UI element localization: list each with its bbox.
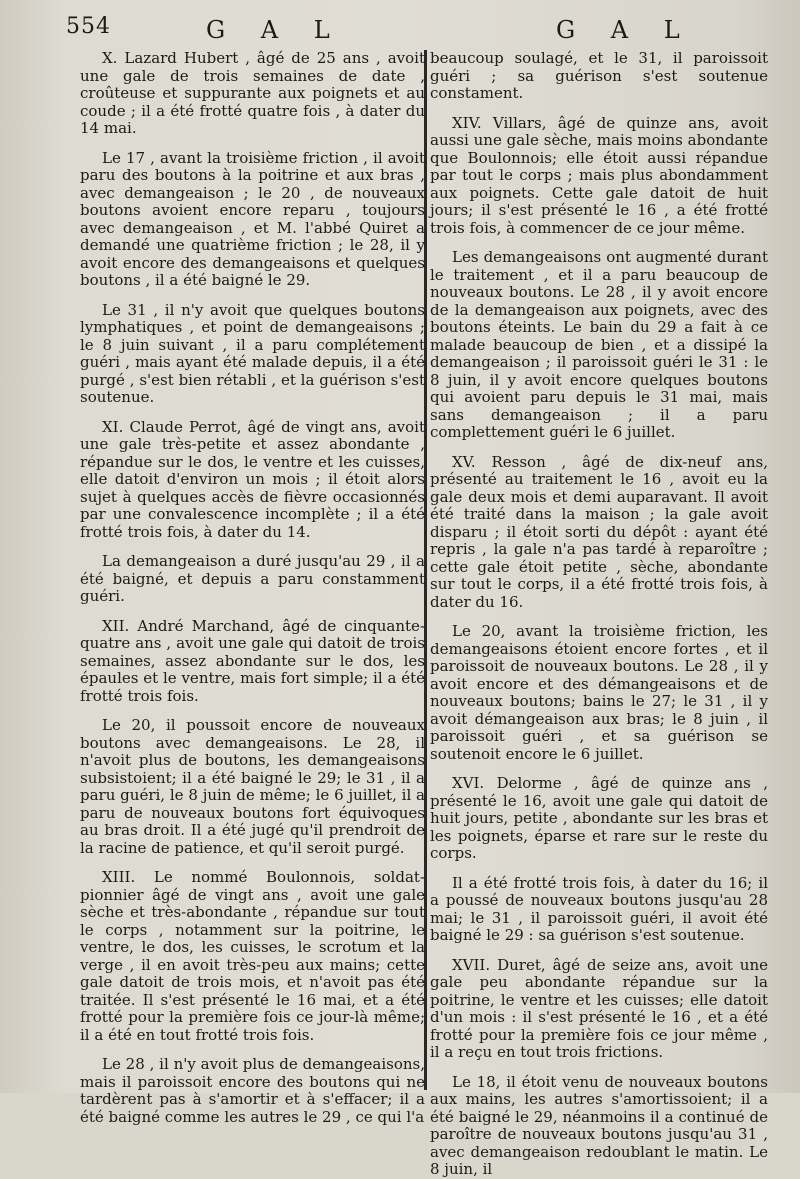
case-x-intro: X. Lazard Hubert , âgé de 25 ans , avoit une gale de trois semaines de date , croûteuse et suppurante aux poignets et au coude ; il a été frotté quatre fois , à dater du 14 mai. [80, 49, 425, 137]
right-column [430, 50, 768, 1179]
case-x-outcome: Le 31 , il n'y avoit que quelques boutons lymphatiques , et point de demangeaisons ; le 8 juin suivant , il a paru complétement guéri , mais ayant été malade depuis, il a été purgé , s'est bien rétabli , et la guérison s'est soutenue. [80, 300, 425, 406]
running-head-left: G A L [206, 16, 344, 44]
case-xvii-intro: XVII. Duret, âgé de seize ans, avoit une gale peu abondante répandue sur la poitrine, le ventre et les cuisses; elle datoit d'un mois : il s'est présenté le 16 , et a été frotté pour la première fois ce jour même , il a reçu en tout trois frictions. [430, 955, 768, 1061]
case-xi-intro: XI. Claude Perrot, âgé de vingt ans, avoit une gale très-petite et assez abondante , répandue sur le dos, le ventre et les cuisses, elle datoit d'environ un mois ; il étoit alors sujet à quelques accès de fièvre occasionnés par une convalescence incomplète ; il a été frotté trois fois, à dater du 14. [80, 417, 425, 541]
case-xi-outcome: La demangeaison a duré jusqu'au 29 , il a été baigné, et depuis a paru constamment guéri. [80, 552, 425, 605]
case-xiv-intro: XIV. Villars, âgé de quinze ans, avoit aussi une gale sèche, mais moins abondante que Boulonnois; elle étoit aussi répandue par tout le corps ; mais plus abondamment aux poignets. Cette gale datoit de huit jours; il s'est présenté le 16 , a été frotté trois fois, à commencer de ce jour même. [430, 113, 768, 237]
case-xii-intro: XII. André Marchand, âgé de cinquante-quatre ans , avoit une gale qui datoit de trois semaines, assez abondante sur le dos, les épaules et le ventre, mais fort simple; il a été frotté trois fois. [80, 616, 425, 705]
case-xv-outcome: Le 20, avant la troisième friction, les demangeaisons étoient encore fortes , et il paroissoit de nouveaux boutons. Le 28 , il y avoit encore et des démangeaisons et de nouveaux boutons; bains le 27; le 31 , il y avoit démangeaison aux bras; le 8 juin , il paroissoit guéri , et sa guérison se soutenoit encore le 6 juillet. [430, 622, 768, 763]
left-column [80, 50, 425, 1126]
page-number: 554 [66, 14, 111, 39]
case-xvi-intro: XVI. Delorme , âgé de quinze ans , présenté le 16, avoit une gale qui datoit de huit jours, petite , abondante sur les bras et les poignets, éparse et rare sur le reste du corps. [430, 774, 768, 862]
case-xiii-continued: beaucoup soulagé, et le 31, il paroissoit guéri ; sa guérison s'est soutenue constament. [430, 49, 768, 102]
case-xiii-intro: XIII. Le nommé Boulonnois, soldat-pionnier âgé de vingt ans , avoit une gale sèche et très-abondante , répandue sur tout le corps , notamment sur la poitrine, le ventre, le dos, les cuisses, le scrotum et la verge , il en avoit très-peu aux mains; cette gale datoit de trois mois, et n'avoit pas été traitée. Il s'est présenté le 16 mai, et a été frotté pour la première fois ce jour-là même; il a été en tout frotté trois fois. [80, 868, 425, 1044]
case-xvi-outcome: Il a été frotté trois fois, à dater du 16; il a poussé de nouveaux boutons jusqu'au 28 mai; le 31 , il paroissoit guéri, il avoit été baigné le 29 : sa guérison s'est soutenue. [430, 873, 768, 944]
case-xiii-outcome: Le 28 , il n'y avoit plus de demangeaisons, mais il paroissoit encore des boutons qui ne tardèrent pas à s'amortir et à s'effacer; il a été baigné comme les autres le 29 , ce qui l'a [80, 1055, 425, 1126]
running-head-right: G A L [556, 16, 694, 44]
case-xvii-outcome: Le 18, il étoit venu de nouveaux boutons aux mains, les autres s'amortissoient; il a été baigné le 29, néanmoins il a continué de paroître de nouveaux boutons jusqu'au 31 , avec demangeaison redoublant le matin. Le 8 juin, il [430, 1072, 768, 1178]
case-xiv-outcome: Les demangeaisons ont augmenté durant le traitement , et il a paru beaucoup de nouveaux boutons. Le 28 , il y avoit encore de la demangeaison aux poignets, avec des boutons éteints. Le bain du 29 a fait à ce malade beaucoup de bien , et a dissipé la demangeaison ; il paroissoit guéri le 31 : le 8 juin, il y avoit encore quelques boutons qui avoient paru depuis le 31 mai, mais sans demangeaison ; il a paru complettement guéri le 6 juillet. [430, 248, 768, 441]
case-xii-outcome: Le 20, il poussoit encore de nouveaux boutons avec demangeaisons. Le 28, il n'avoit plus de boutons, les demangeaisons subsistoient; il a été baigné le 29; le 31 , il a paru guéri, le 8 juin de même; le 6 juillet, il a paru de nouveaux boutons fort équivoques au bras droit. Il a été jugé qu'il prendroit de la racine de patience, et qu'il seroit purgé. [80, 716, 425, 857]
case-x-progress: Le 17 , avant la troisième friction , il avoit paru des boutons à la poitrine et aux bras , avec demangeaison ; le 20 , de nouveaux boutons avoient encore reparu , toujours avec demangeaison , et M. l'abbé Quiret a demandé une quatrième friction ; le 28, il y avoit encore des demangeaisons et quelques boutons , il a été baigné le 29. [80, 148, 425, 289]
page-header [0, 14, 800, 50]
case-xv-intro: XV. Resson , âgé de dix-neuf ans, présenté au traitement le 16 , avoit eu la gale deux mois et demi auparavant. Il avoit été traité dans la maison ; la gale avoit disparu ; il étoit sorti du dépôt : ayant été repris , la gale n'a pas tardé à reparoître ; cette gale étoit petite , sèche, abondante sur tout le corps, il a été frotté trois fois, à dater du 16. [430, 452, 768, 611]
